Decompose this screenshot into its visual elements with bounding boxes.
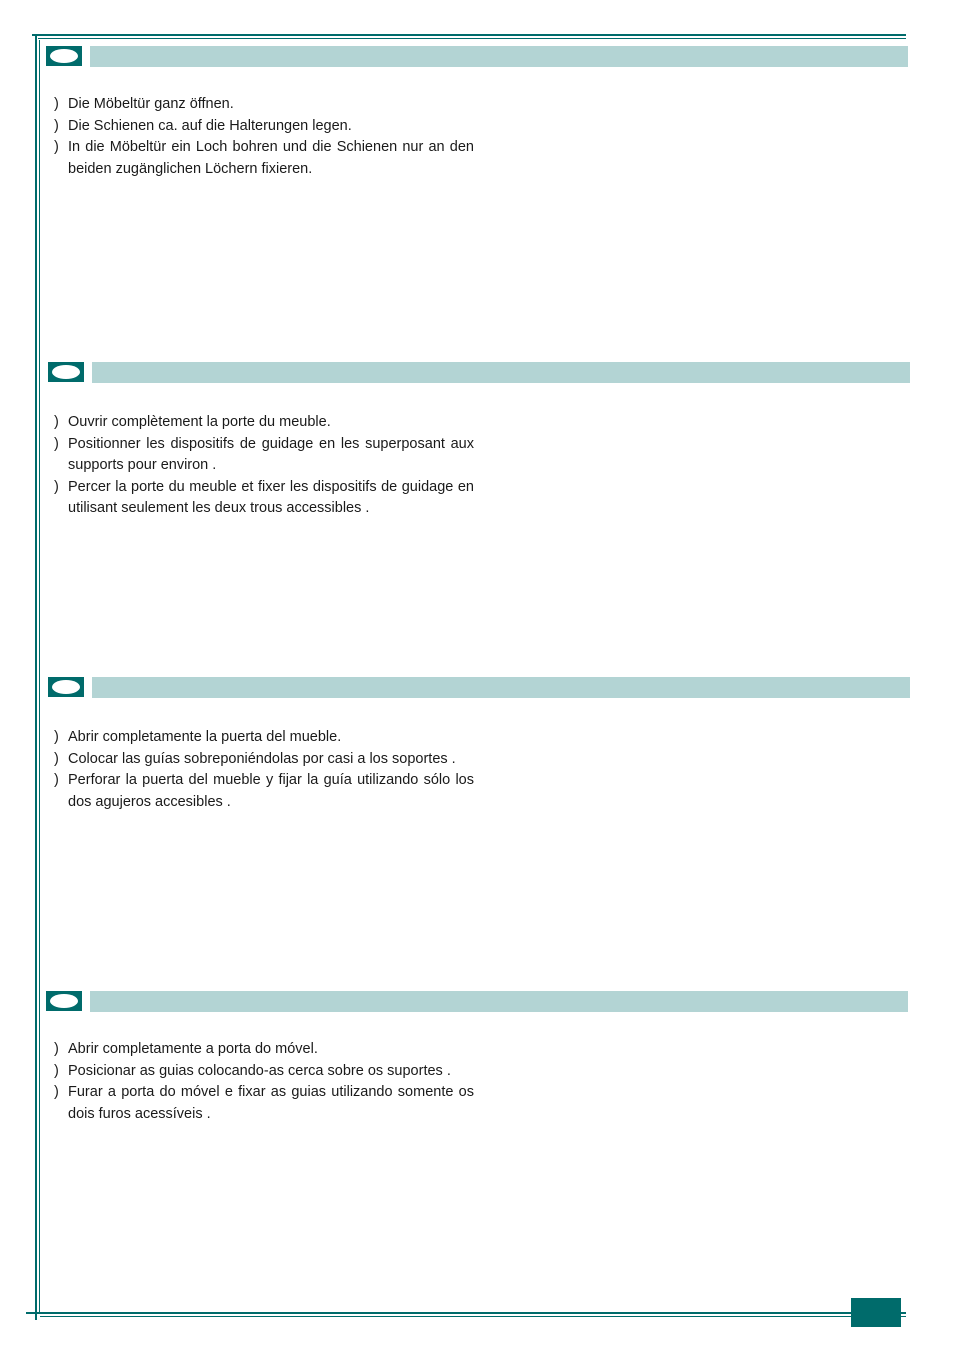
step-text: Colocar las guías sobreponiéndolas por casi a los soportes .: [68, 750, 456, 767]
page-number-tab: [851, 1298, 901, 1327]
step-marker: ): [54, 1041, 59, 1057]
step-marker: ): [54, 750, 59, 767]
step-item: [54, 94, 474, 116]
step-text: Perforar la puerta del mueble y fijar la guía utilizando sólo los dos agujeros accesibles .: [68, 772, 474, 810]
step-item: [54, 434, 474, 477]
step-item: [54, 477, 474, 520]
step-marker: ): [54, 1084, 59, 1100]
step-item: [54, 749, 474, 771]
step-item: [54, 116, 474, 138]
step-text: In die Möbeltür ein Loch bohren und die Schienen nur an den beiden zugänglichen Löchern fixieren.: [68, 139, 474, 177]
step-marker: ): [54, 729, 59, 745]
step-item: [54, 1039, 474, 1061]
language-badge-es: [48, 677, 84, 697]
step-text: Furar a porta do móvel e fixar as guias utilizando somente os dois furos acessíveis .: [68, 1084, 474, 1122]
frame-bottom-rule-inner: [40, 1316, 906, 1317]
step-text: Abrir completamente la puerta del mueble.: [68, 729, 342, 745]
steps-list-de: [54, 94, 474, 180]
steps-list-fr: [54, 412, 474, 520]
step-text: Positionner les dispositifs de guidage en les superposant aux supports pour environ .: [68, 435, 474, 473]
section-header-bar-de: [90, 46, 908, 67]
frame-top-rule: [32, 34, 906, 36]
badge-oval-icon: [50, 994, 78, 1008]
step-text: Abrir completamente a porta do móvel.: [68, 1041, 318, 1057]
steps-list-es: [54, 727, 474, 813]
step-marker: ): [54, 1062, 59, 1079]
step-marker: ): [54, 772, 59, 788]
badge-oval-icon: [52, 365, 80, 379]
step-text: Percer la porte du meuble et fixer les dispositifs de guidage en utilisant seulement les deux trous accessibles .: [68, 478, 474, 516]
language-badge-de: [46, 46, 82, 66]
step-marker: ): [54, 435, 59, 452]
badge-oval-icon: [50, 49, 78, 63]
frame-bottom-rule: [26, 1312, 906, 1314]
section-header-bar-fr: [92, 362, 910, 383]
step-item: [54, 1061, 474, 1083]
language-badge-pt: [46, 991, 82, 1011]
step-item: [54, 770, 474, 813]
step-item: [54, 1082, 474, 1125]
badge-oval-icon: [52, 680, 80, 694]
step-marker: ): [54, 117, 59, 134]
language-badge-fr: [48, 362, 84, 382]
step-marker: ): [54, 478, 59, 495]
step-item: [54, 412, 474, 434]
frame-top-rule-inner: [38, 38, 906, 39]
frame-left-rule: [35, 34, 37, 1320]
step-text: Ouvrir complètement la porte du meuble.: [68, 414, 331, 430]
frame-left-rule-inner: [39, 40, 40, 1312]
step-item: [54, 137, 474, 180]
step-marker: ): [54, 414, 59, 430]
step-marker: ): [54, 139, 59, 155]
step-marker: ): [54, 96, 59, 112]
step-text: Die Schienen ca. auf die Halterungen legen.: [68, 117, 352, 134]
step-text: Posicionar as guias colocando-as cerca sobre os suportes .: [68, 1062, 451, 1079]
steps-list-pt: [54, 1039, 474, 1125]
step-text: Die Möbeltür ganz öffnen.: [68, 96, 234, 112]
section-header-bar-es: [92, 677, 910, 698]
step-item: [54, 727, 474, 749]
section-header-bar-pt: [90, 991, 908, 1012]
